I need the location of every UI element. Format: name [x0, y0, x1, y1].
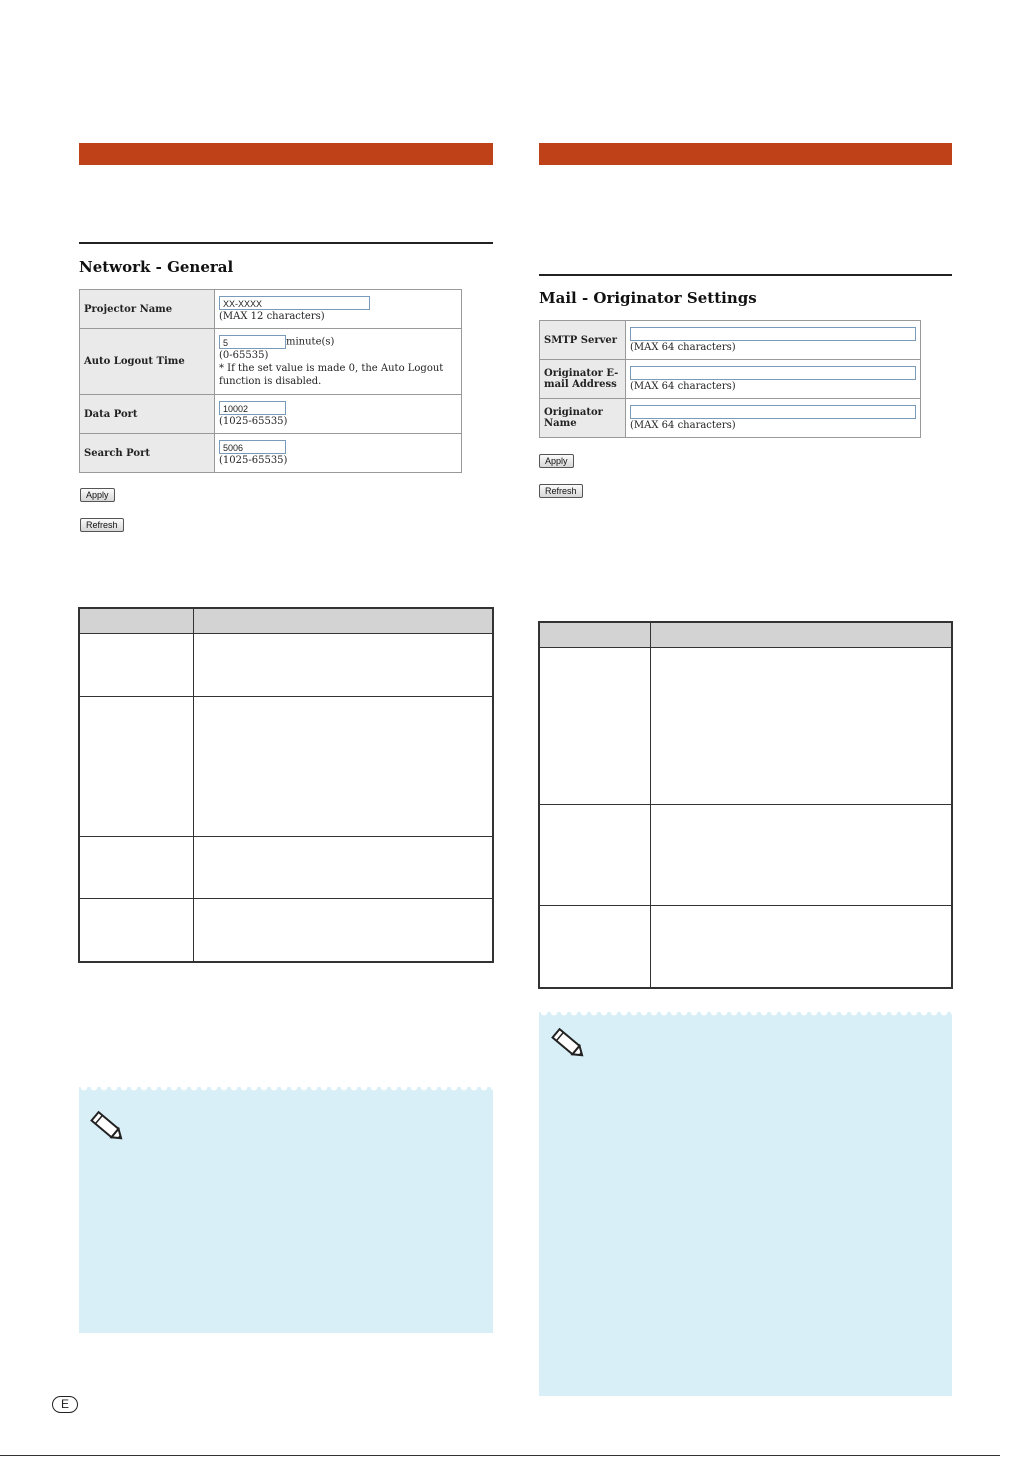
auto-logout-time-label: Auto Logout Time — [80, 329, 215, 395]
left-header-bar — [79, 143, 493, 165]
pencil-note-icon — [87, 1109, 127, 1145]
data-port-hint: (1025-65535) — [219, 415, 288, 427]
left-desc-row — [79, 696, 194, 836]
data-port-label: Data Port — [80, 395, 215, 434]
data-port-input[interactable]: 10002 — [219, 401, 286, 415]
left-desc-header-col2 — [194, 608, 494, 634]
left-desc-header-col1 — [79, 608, 194, 634]
refresh-button[interactable]: Refresh — [80, 518, 124, 532]
right-desc-row — [539, 648, 651, 805]
right-description-table — [538, 621, 953, 989]
left-desc-row — [79, 836, 194, 898]
projector-name-input[interactable]: XX-XXXX — [219, 296, 370, 310]
originator-email-input[interactable] — [630, 366, 916, 380]
auto-logout-note: * If the set value is made 0, the Auto Logout function is disabled. — [219, 363, 444, 387]
auto-logout-hint: (0-65535) — [219, 350, 269, 361]
network-general-form — [79, 289, 462, 473]
originator-email-hint: (MAX 64 characters) — [630, 380, 736, 392]
originator-name-input[interactable] — [630, 405, 916, 419]
projector-name-hint: (MAX 12 characters) — [219, 310, 325, 322]
smtp-server-label: SMTP Server — [540, 321, 626, 360]
left-desc-row — [79, 634, 194, 696]
left-desc-row — [79, 899, 194, 962]
right-header-bar — [539, 143, 952, 165]
left-note-box — [79, 1087, 493, 1333]
auto-logout-time-input[interactable]: 5 — [219, 335, 286, 349]
search-port-input[interactable]: 5006 — [219, 440, 286, 454]
smtp-server-hint: (MAX 64 characters) — [630, 341, 736, 353]
search-port-label: Search Port — [80, 434, 215, 473]
originator-name-hint: (MAX 64 characters) — [630, 419, 736, 431]
smtp-server-input[interactable] — [630, 327, 916, 341]
auto-logout-unit: minute(s) — [286, 336, 335, 348]
search-port-hint: (1025-65535) — [219, 454, 288, 466]
language-badge: E — [52, 1396, 78, 1413]
apply-button[interactable]: Apply — [539, 454, 574, 468]
right-section-title: Mail - Originator Settings — [539, 289, 757, 307]
right-desc-row — [539, 805, 651, 906]
right-desc-header-col1 — [539, 622, 651, 648]
left-section-title: Network - General — [79, 258, 234, 276]
footer-rule — [0, 1455, 1000, 1456]
perforated-edge — [79, 1087, 493, 1095]
right-desc-header-col2 — [651, 622, 953, 648]
right-note-box — [539, 1012, 952, 1396]
left-section-rule — [79, 242, 493, 244]
mail-originator-form — [539, 320, 921, 438]
apply-button[interactable]: Apply — [80, 488, 115, 502]
originator-name-label: Originator Name — [540, 399, 626, 438]
right-desc-row — [539, 906, 651, 988]
left-description-table — [78, 607, 494, 963]
right-section-rule — [539, 274, 952, 276]
refresh-button[interactable]: Refresh — [539, 484, 583, 498]
pencil-note-icon — [548, 1026, 588, 1062]
projector-name-label: Projector Name — [80, 290, 215, 329]
perforated-edge — [539, 1012, 952, 1020]
originator-email-label: Originator E-mail Address — [540, 360, 626, 399]
